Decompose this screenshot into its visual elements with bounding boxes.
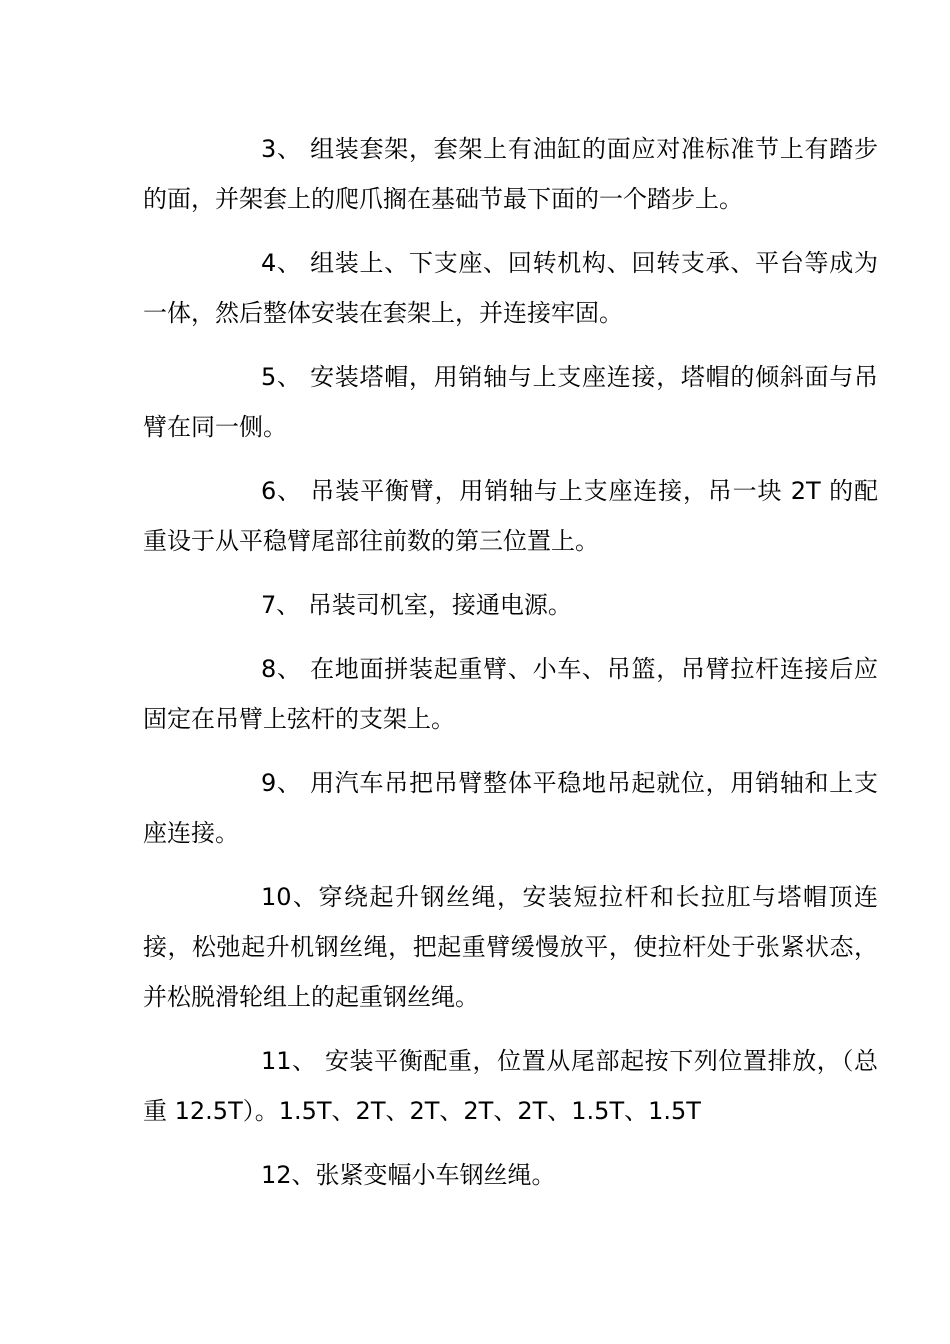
paragraph-step-7: 7、 吊装司机室，接通电源。 — [261, 591, 572, 619]
paragraph-step-3: 3、 组装套架，套架上有油缸的面应对准标准节上有踏步的面，并架套上的爬爪搁在基础节最下面的一个踏步上。 — [143, 135, 878, 213]
paragraph-step-10: 10、穿绕起升钢丝绳，安装短拉杆和长拉肛与塔帽顶连接，松弛起升机钢丝绳，把起重臂缓慢放平，使拉杆处于张紧状态，并松脱滑轮组上的起重钢丝绳。 — [143, 883, 878, 1011]
paragraph-step-6: 6、 吊装平衡臂，用销轴与上支座连接，吊一块 2T 的配重设于从平稳臂尾部往前数的第三位置上。 — [143, 477, 878, 555]
paragraph-step-9: 9、 用汽车吊把吊臂整体平稳地吊起就位，用销轴和上支座连接。 — [143, 769, 878, 847]
paragraph-step-8: 8、 在地面拼装起重臂、小车、吊篮，吊臂拉杆连接后应固定在吊臂上弦杆的支架上。 — [143, 655, 878, 733]
paragraph-step-5: 5、 安装塔帽，用销轴与上支座连接，塔帽的倾斜面与吊臂在同一侧。 — [143, 363, 878, 441]
paragraph-step-11: 11、 安装平衡配重，位置从尾部起按下列位置排放，（总重 12.5T）。1.5T、2T、2T、2T、2T、1.5T、1.5T — [143, 1047, 878, 1125]
paragraph-step-12: 12、张紧变幅小车钢丝绳。 — [261, 1161, 556, 1189]
document-body — [143, 124, 878, 1214]
paragraph-step-4: 4、 组装上、下支座、回转机构、回转支承、平台等成为一体，然后整体安装在套架上，并连接牢固。 — [143, 249, 878, 327]
